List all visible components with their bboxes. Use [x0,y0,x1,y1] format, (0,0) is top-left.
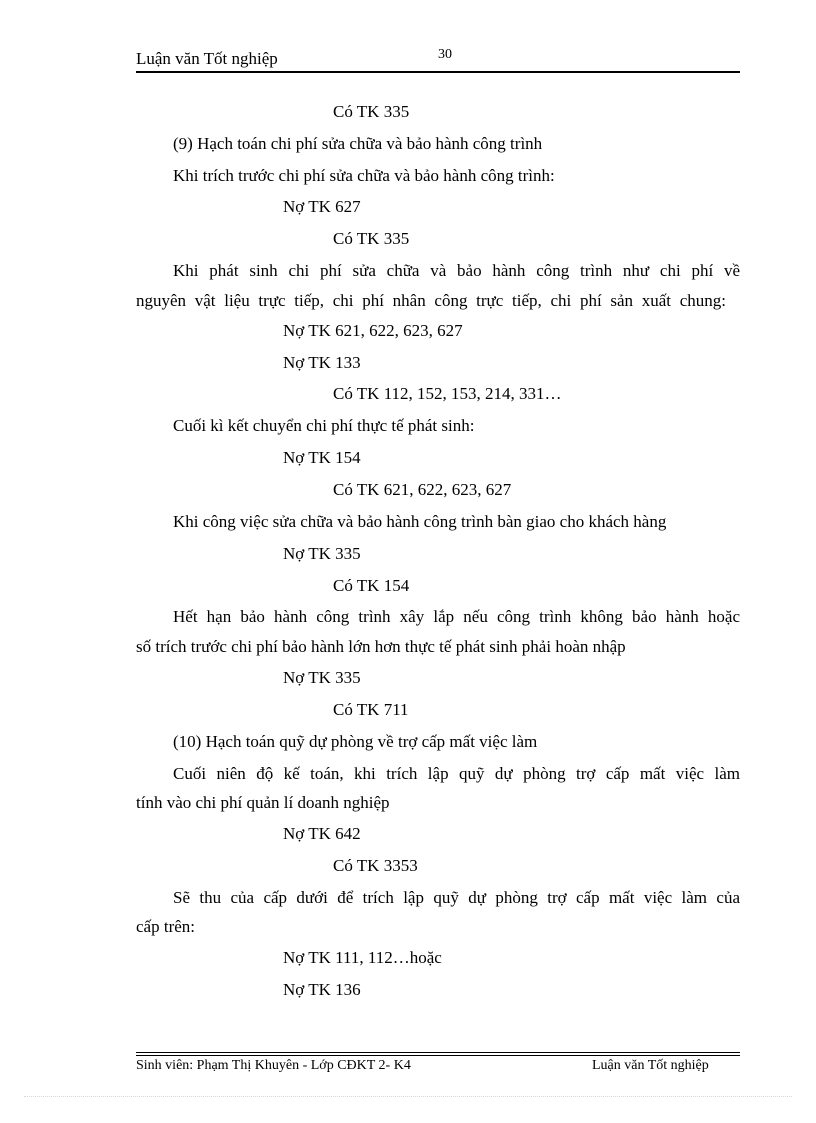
text-line: số trích trước chi phí bảo hành lớn hơn thực tế phát sinh phải hoàn nhập [136,637,626,656]
footer-student: Sinh viên: Phạm Thị Khuyên - Lớp CĐKT 2- K4 [136,1058,411,1073]
text-line: Có TK 112, 152, 153, 214, 331… [333,384,562,403]
text-line: cấp trên: [136,917,195,936]
footer-rule [136,1055,740,1056]
footer-title: Luận văn Tốt nghiệp [592,1058,709,1073]
footer-rule [136,1052,740,1053]
text-line: Nợ TK 621, 622, 623, 627 [283,321,463,340]
text-line: Cuối kì kết chuyển chi phí thực tế phát sinh: [173,416,475,435]
text-line: Nợ TK 136 [283,980,361,999]
text-line: Có TK 621, 622, 623, 627 [333,480,512,499]
text-line: Có TK 335 [333,102,410,121]
text-line: Nợ TK 335 [283,544,361,563]
section-heading: (10) Hạch toán quỹ dự phòng về trợ cấp mất việc làm [173,732,538,751]
text-line: Nợ TK 154 [283,448,361,467]
text-line: nguyên vật liệu trực tiếp, chi phí nhân công trực tiếp, chi phí sản xuất chung: [136,291,726,310]
page-number: 30 [438,47,452,62]
page-header [136,40,740,72]
page-edge [24,1096,792,1097]
text-line: Nợ TK 111, 112…hoặc [283,948,442,967]
text-line: Sẽ thu của cấp dưới để trích lập quỹ dự phòng trợ cấp mất việc làm của [173,888,740,907]
text-line: Cuối niên độ kế toán, khi trích lập quỹ dự phòng trợ cấp mất việc làm [173,764,740,783]
text-line: Có TK 3353 [333,856,418,875]
text-line: Nợ TK 133 [283,353,361,372]
text-line: Có TK 154 [333,576,410,595]
header-title: Luận văn Tốt nghiệp [136,49,278,68]
text-line: tính vào chi phí quản lí doanh nghiệp [136,793,390,812]
text-line: Có TK 711 [333,700,409,719]
text-line: Nợ TK 642 [283,824,361,843]
text-line: Khi công việc sửa chữa và bảo hành công trình bàn giao cho khách hàng [173,512,667,531]
text-line: Khi trích trước chi phí sửa chữa và bảo hành công trình: [173,166,555,185]
text-line: Có TK 335 [333,229,410,248]
text-line: Nợ TK 335 [283,668,361,687]
text-line: Hết hạn bảo hành công trình xây lắp nếu công trình không bảo hành hoặc [173,607,740,626]
header-rule [136,71,740,73]
section-heading: (9) Hạch toán chi phí sửa chữa và bảo hành công trình [173,134,543,153]
text-line: Nợ TK 627 [283,197,361,216]
text-line: Khi phát sinh chi phí sửa chữa và bảo hành công trình như chi phí về [173,261,740,280]
